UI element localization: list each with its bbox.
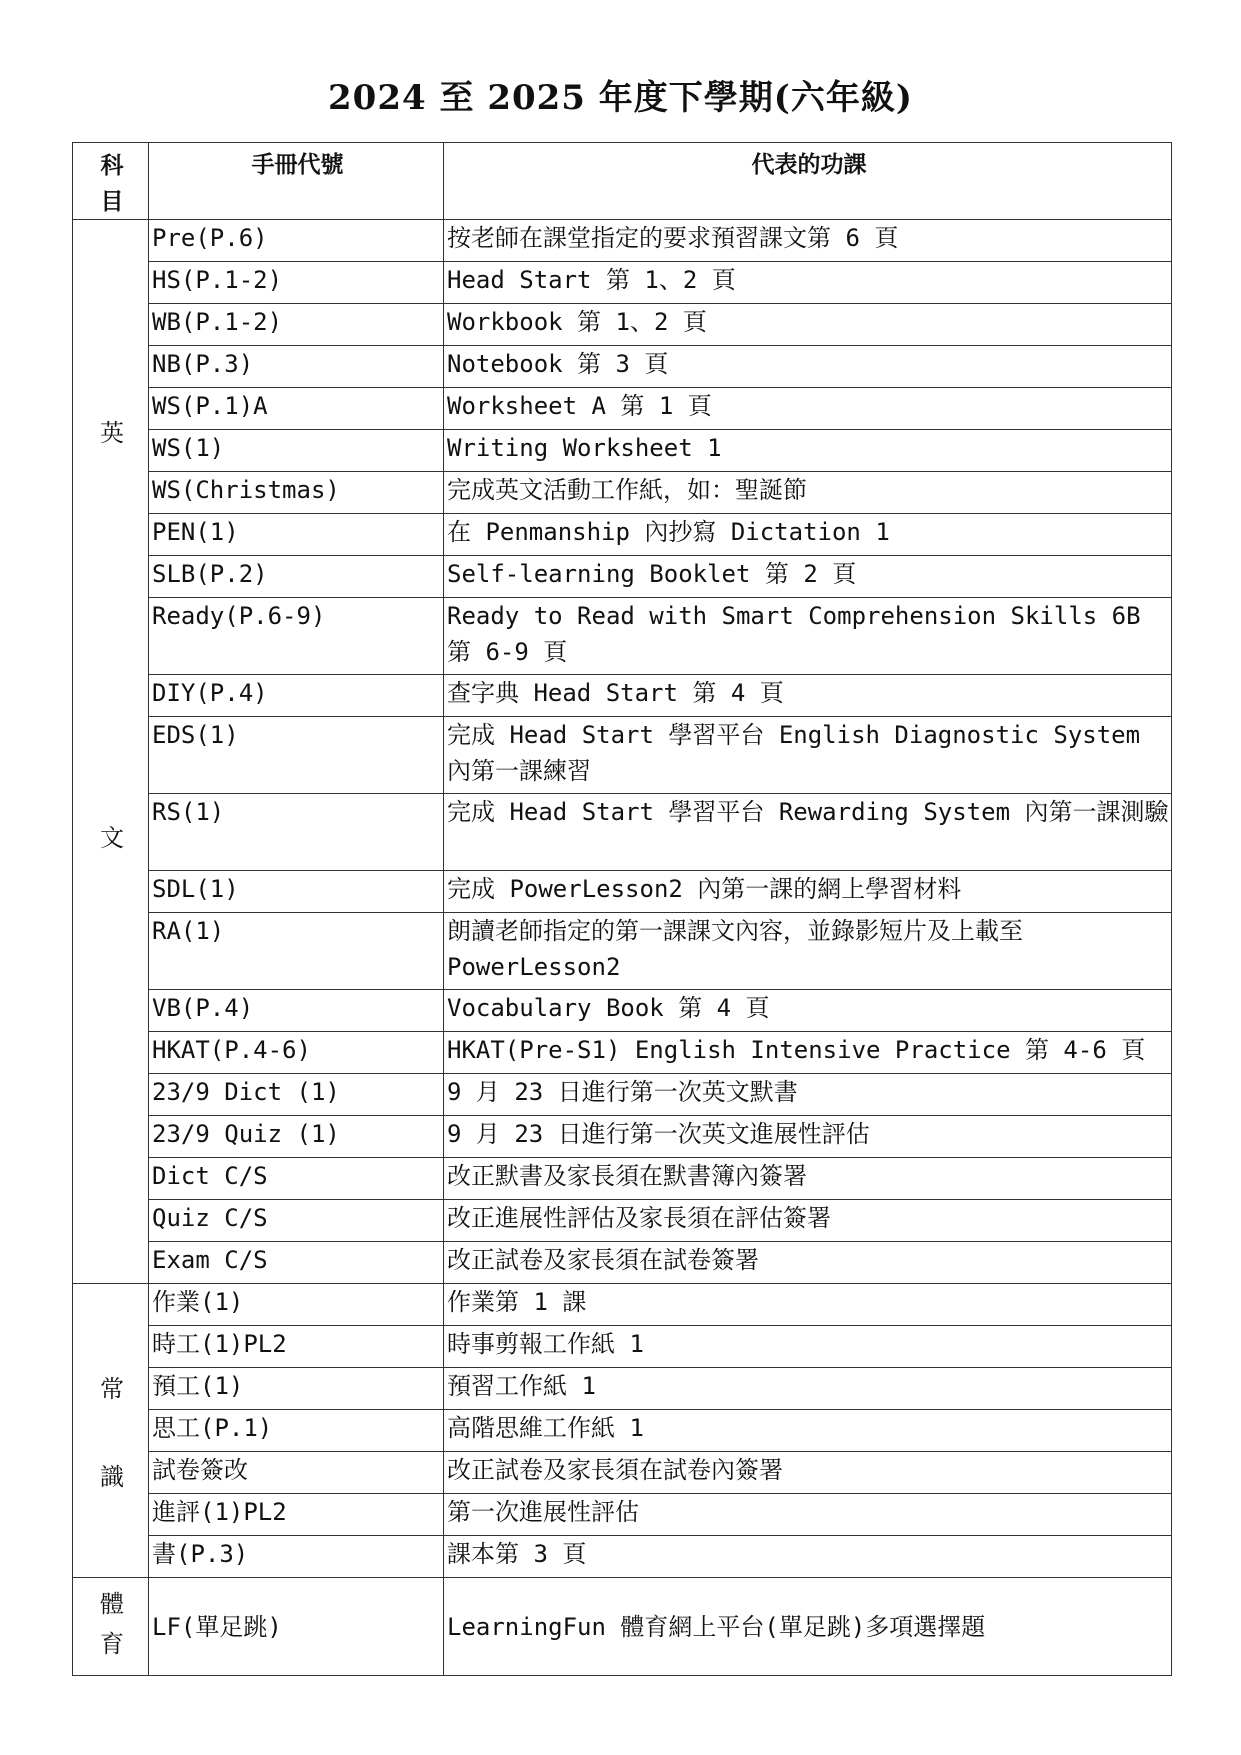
table-row xyxy=(73,1032,1172,1074)
page-title: 2024 至 2025 年度下學期(六年級) xyxy=(328,78,913,118)
subject-cell-pe xyxy=(73,1578,149,1676)
subject-pe-char2: 育 xyxy=(100,1630,124,1658)
homework-cell: Worksheet A 第 1 頁 xyxy=(444,388,1172,430)
subject-header-line1: 科 xyxy=(100,152,124,179)
table-row xyxy=(73,1074,1172,1116)
table-row xyxy=(73,1494,1172,1536)
code-cell: 23/9 Quiz (1) xyxy=(149,1116,444,1158)
homework-code-table xyxy=(72,142,1172,1676)
homework-cell: Self-learning Booklet 第 2 頁 xyxy=(444,556,1172,598)
homework-cell: 完成 Head Start 學習平台 Rewarding System 內第一課測驗 xyxy=(444,794,1172,871)
code-cell: 思工(P.1) xyxy=(149,1410,444,1452)
homework-cell: Writing Worksheet 1 xyxy=(444,430,1172,472)
table-row xyxy=(73,556,1172,598)
subject-pe-char1: 體 xyxy=(100,1590,124,1618)
subject-english-char2: 文 xyxy=(100,824,124,852)
homework-cell: 9 月 23 日進行第一次英文進展性評估 xyxy=(444,1116,1172,1158)
code-cell: Exam C/S xyxy=(149,1242,444,1284)
table-row xyxy=(73,472,1172,514)
code-cell: 時工(1)PL2 xyxy=(149,1326,444,1368)
table-row xyxy=(73,1200,1172,1242)
homework-cell: 完成 Head Start 學習平台 English Diagnostic System 內第一課練習 xyxy=(444,717,1172,794)
homework-cell: 改正試卷及家長須在試卷內簽署 xyxy=(444,1452,1172,1494)
table-row xyxy=(73,794,1172,871)
code-cell: HKAT(P.4-6) xyxy=(149,1032,444,1074)
table-row xyxy=(73,430,1172,472)
subject-english-char1: 英 xyxy=(100,419,124,447)
homework-cell: 預習工作紙 1 xyxy=(444,1368,1172,1410)
subject-cell-english xyxy=(73,220,149,1284)
table-row xyxy=(73,514,1172,556)
table-row xyxy=(73,1158,1172,1200)
table-row xyxy=(73,675,1172,717)
table-row xyxy=(73,990,1172,1032)
table-row xyxy=(73,598,1172,675)
homework-cell: 時事剪報工作紙 1 xyxy=(444,1326,1172,1368)
homework-header: 代表的功課 xyxy=(444,143,1172,220)
homework-cell: LearningFun 體育網上平台(單足跳)多項選擇題 xyxy=(444,1578,1172,1676)
code-cell: NB(P.3) xyxy=(149,346,444,388)
code-cell: PEN(1) xyxy=(149,514,444,556)
code-cell: WB(P.1-2) xyxy=(149,304,444,346)
homework-cell: HKAT(Pre-S1) English Intensive Practice 第 4-6 頁 xyxy=(444,1032,1172,1074)
table-row xyxy=(73,913,1172,990)
homework-cell: Workbook 第 1、2 頁 xyxy=(444,304,1172,346)
table-row xyxy=(73,1578,1172,1676)
code-cell: WS(P.1)A xyxy=(149,388,444,430)
code-cell: 進評(1)PL2 xyxy=(149,1494,444,1536)
code-cell: Pre(P.6) xyxy=(149,220,444,262)
homework-cell: 作業第 1 課 xyxy=(444,1284,1172,1326)
table-row xyxy=(73,1284,1172,1326)
table-row xyxy=(73,388,1172,430)
code-cell: 23/9 Dict (1) xyxy=(149,1074,444,1116)
subject-cell-general-studies xyxy=(73,1284,149,1578)
homework-cell: 朗讀老師指定的第一課課文內容，並錄影短片及上載至 PowerLesson2 xyxy=(444,913,1172,990)
code-cell: Quiz C/S xyxy=(149,1200,444,1242)
code-cell: Dict C/S xyxy=(149,1158,444,1200)
homework-cell: Head Start 第 1、2 頁 xyxy=(444,262,1172,304)
table-row xyxy=(73,1536,1172,1578)
table-row xyxy=(73,717,1172,794)
homework-cell: Vocabulary Book 第 4 頁 xyxy=(444,990,1172,1032)
table-row xyxy=(73,346,1172,388)
homework-cell: 9 月 23 日進行第一次英文默書 xyxy=(444,1074,1172,1116)
table-row xyxy=(73,1410,1172,1452)
code-cell: RA(1) xyxy=(149,913,444,990)
code-cell: HS(P.1-2) xyxy=(149,262,444,304)
table-row xyxy=(73,1242,1172,1284)
homework-cell: 查字典 Head Start 第 4 頁 xyxy=(444,675,1172,717)
code-cell: SDL(1) xyxy=(149,871,444,913)
code-cell: VB(P.4) xyxy=(149,990,444,1032)
table-row xyxy=(73,1452,1172,1494)
subject-gs-char2: 識 xyxy=(100,1463,124,1491)
table-row xyxy=(73,1326,1172,1368)
homework-cell: 第一次進展性評估 xyxy=(444,1494,1172,1536)
code-cell: LF(單足跳) xyxy=(149,1578,444,1676)
homework-cell: 在 Penmanship 內抄寫 Dictation 1 xyxy=(444,514,1172,556)
homework-cell: 課本第 3 頁 xyxy=(444,1536,1172,1578)
table-row xyxy=(73,1368,1172,1410)
homework-cell: Ready to Read with Smart Comprehension Skills 6B 第 6-9 頁 xyxy=(444,598,1172,675)
code-cell: SLB(P.2) xyxy=(149,556,444,598)
homework-cell: 改正默書及家長須在默書簿內簽署 xyxy=(444,1158,1172,1200)
code-cell: WS(Christmas) xyxy=(149,472,444,514)
code-cell: EDS(1) xyxy=(149,717,444,794)
code-header: 手冊代號 xyxy=(149,143,444,220)
code-cell: Ready(P.6-9) xyxy=(149,598,444,675)
subject-gs-char1: 常 xyxy=(100,1375,124,1403)
homework-cell: 完成英文活動工作紙，如：聖誕節 xyxy=(444,472,1172,514)
code-cell: RS(1) xyxy=(149,794,444,871)
code-cell: 試卷簽改 xyxy=(149,1452,444,1494)
homework-cell: 高階思維工作紙 1 xyxy=(444,1410,1172,1452)
subject-header-line2: 目 xyxy=(100,188,124,215)
homework-cell: 完成 PowerLesson2 內第一課的網上學習材料 xyxy=(444,871,1172,913)
homework-cell: 按老師在課堂指定的要求預習課文第 6 頁 xyxy=(444,220,1172,262)
table-row xyxy=(73,304,1172,346)
code-cell: 作業(1) xyxy=(149,1284,444,1326)
homework-cell: Notebook 第 3 頁 xyxy=(444,346,1172,388)
homework-cell: 改正進展性評估及家長須在評估簽署 xyxy=(444,1200,1172,1242)
table-row xyxy=(73,262,1172,304)
table-row xyxy=(73,871,1172,913)
homework-cell: 改正試卷及家長須在試卷簽署 xyxy=(444,1242,1172,1284)
table-row xyxy=(73,220,1172,262)
table-row xyxy=(73,1116,1172,1158)
code-cell: DIY(P.4) xyxy=(149,675,444,717)
code-cell: WS(1) xyxy=(149,430,444,472)
table-header-row xyxy=(73,143,1172,220)
code-cell: 預工(1) xyxy=(149,1368,444,1410)
subject-header xyxy=(73,143,149,220)
code-cell: 書(P.3) xyxy=(149,1536,444,1578)
